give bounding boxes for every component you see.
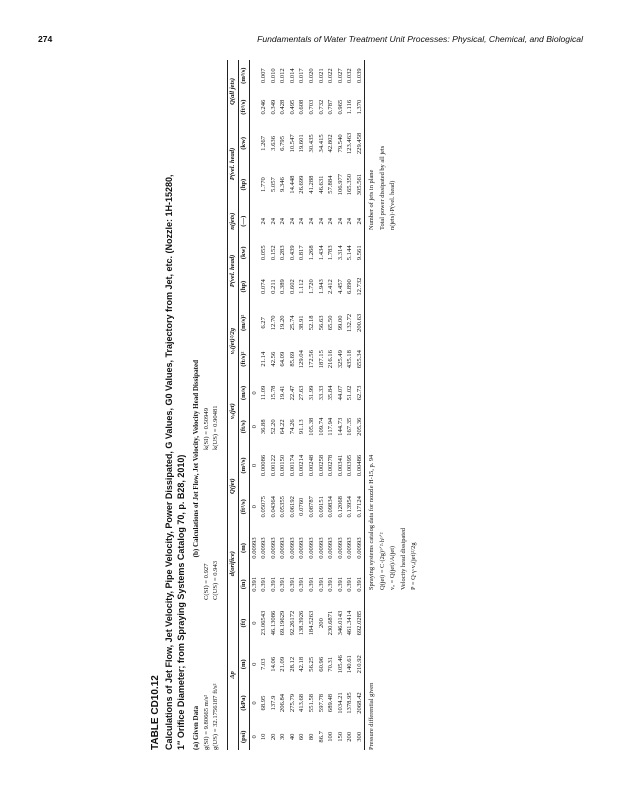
table-cell: 1.434: [317, 245, 325, 261]
table-cell: 24: [355, 205, 365, 237]
table-cell: 0.391: [346, 576, 354, 592]
table-cell: 0.027: [336, 68, 344, 84]
table-row: [345, 60, 355, 750]
table-cell: 105.46: [336, 655, 344, 674]
table-cell: 109.74: [317, 417, 325, 436]
table-cell: 2068.42: [355, 682, 365, 723]
table-cell: 1.267: [260, 135, 268, 151]
table-cell: 0.391: [336, 576, 344, 592]
table-cell: 1378.95: [346, 692, 354, 714]
table-cell: 100: [327, 731, 335, 742]
table-cell: [249, 91, 259, 122]
table-cell: 0.391: [260, 576, 268, 592]
table-cell: 52.20: [269, 419, 277, 435]
table-cell: 0.152: [269, 245, 277, 261]
table-cell: 0.021: [317, 68, 325, 84]
table-cell: 0.05355: [279, 496, 287, 518]
table-cell: 60.96: [317, 656, 325, 672]
given-g-si: g(SI) = 9.80665 m/s²: [203, 694, 211, 750]
given-k-si: k(SI) = 0.50949: [203, 408, 211, 450]
table-cell: 0.039: [355, 60, 365, 91]
table-cell: 51.02: [346, 385, 354, 401]
unit-header-cell: (m): [238, 527, 249, 568]
table-cell: 0.00150: [279, 454, 287, 477]
table-cell: 0.08787: [308, 496, 316, 518]
table-cell: 33.33: [317, 385, 325, 401]
table-cell: 435.18: [346, 350, 354, 369]
table-cell: 200: [346, 731, 354, 742]
table-row: [278, 60, 288, 750]
table-cell: 0.00993: [298, 537, 306, 559]
table-cell: 1.943: [317, 279, 325, 295]
table-cell: 0.00993: [346, 537, 354, 559]
table-cell: 40: [288, 733, 296, 741]
table-cell: 20: [269, 733, 277, 741]
table-cell: [249, 164, 259, 205]
unit-header-cell: (in): [238, 569, 249, 600]
table-cell: 0.032: [346, 68, 354, 84]
table-cell: 1.770: [260, 177, 268, 193]
table-cell: 0.074: [260, 279, 268, 295]
table-cell: 200.63: [355, 305, 365, 341]
table-cell: 1.720: [308, 279, 316, 295]
table-cell: 26.699: [298, 175, 306, 194]
table-cell: 6.795: [279, 135, 287, 151]
table-cell: 0.00993: [355, 527, 365, 568]
table-cell: 38.91: [298, 315, 306, 331]
group-header-orifice: d(orifice): [228, 527, 239, 600]
section-b-heading: (b) Calculations of Jet Flow, Jet Velocity, Velocity Head Dissipated: [192, 360, 201, 558]
group-header-dp: Δp: [228, 600, 239, 750]
table-cell: 0.391: [250, 576, 258, 592]
table-cell: 0.787: [327, 99, 335, 115]
table-cell: 137.9: [269, 695, 277, 711]
table-cell: 42.802: [327, 134, 335, 153]
table-cell: 80: [308, 733, 316, 741]
table-notes: [368, 50, 420, 750]
page-number: 274: [38, 34, 53, 44]
table-cell: 0.00122: [269, 454, 277, 477]
table-cell: 7.03: [260, 658, 268, 671]
table-cell: 0.965: [336, 99, 344, 115]
table-cell: 0: [250, 463, 258, 468]
table-cell: 1034.21: [336, 692, 344, 714]
table-cell: 62.73: [355, 377, 365, 408]
group-header-power: P(vel. head): [228, 237, 239, 305]
table-cell: 0.00341: [336, 454, 344, 477]
running-head: [0, 34, 617, 50]
table-cell: 0.246: [260, 99, 268, 115]
table-cell: 0.391: [355, 569, 365, 600]
unit-header-cell: (ft): [238, 600, 249, 646]
table-cell: 24: [327, 217, 335, 225]
table-cell: 205.36: [355, 409, 365, 445]
table-cell: 0.00993: [279, 537, 287, 559]
unit-header-cell: (m³/s): [238, 445, 249, 486]
table-cell: 46.13086: [269, 610, 277, 636]
table-cell: 0.13954: [346, 496, 354, 518]
table-cell: 0: [250, 662, 258, 666]
table-cell: 184.5263: [308, 610, 316, 636]
table-row: [259, 60, 269, 750]
table-cell: 0.00278: [327, 454, 335, 477]
table-cell: 24: [269, 217, 277, 225]
table-cell: 6.27: [260, 317, 268, 329]
table-caption-line1: Calculations of Jet Flow, Jet Velocity, Pipe Velocity, Power Dissipated, G Values, G0 Values, Trajectory from Jet, etc. (Nozzle: 1H-15280,: [163, 174, 174, 750]
table-cell: 0.391: [317, 576, 325, 592]
table-row: [336, 60, 346, 750]
table-cell: 1.370: [355, 91, 365, 122]
unit-header-cell: (m³/s): [238, 60, 249, 91]
table-cell: 597.78: [317, 693, 325, 713]
table-cell: 1.783: [327, 245, 335, 261]
table-cell: 0.428: [279, 99, 287, 115]
group-header-qjet: Q(jet): [228, 445, 239, 527]
unit-header-row: [238, 60, 249, 750]
table-cell: 12.70: [269, 315, 277, 331]
table-cell: 27.63: [298, 385, 306, 401]
table-cell: 0.602: [288, 279, 296, 295]
table-cell: 0.00993: [308, 537, 316, 559]
note-v-formula: vₒ = Q(jet)/A(jet): [389, 545, 397, 590]
table-cell: 4.457: [336, 279, 344, 295]
note-total-formula: n(jets)·P(vel. head): [389, 180, 397, 230]
table-cell: 3.636: [269, 135, 277, 151]
table-cell: 35.84: [327, 385, 335, 401]
table-cell: 42.56: [269, 351, 277, 367]
table-cell: 5.144: [346, 245, 354, 261]
table-cell: 56.25: [308, 656, 316, 672]
unit-header-cell: (m/s): [238, 377, 249, 408]
unit-header-cell: (hp): [238, 164, 249, 205]
table-cell: 92.26172: [288, 610, 296, 636]
note-total-power: Total power dissipated by all jets: [378, 145, 386, 230]
table-cell: 0: [250, 391, 258, 395]
table-cell: 0.012: [279, 68, 287, 84]
table-cell: 3.314: [336, 245, 344, 261]
table-cell: 0.05075: [260, 496, 268, 518]
table-cell: 0.017: [298, 68, 306, 84]
table-cell: 30.435: [308, 134, 316, 153]
group-header-njets: n(jets): [228, 205, 239, 237]
table-cell: 132.72: [346, 313, 354, 332]
table-cell: 14.448: [288, 175, 296, 194]
table-cell: 9.346: [279, 177, 287, 193]
table-cell: 0.495: [288, 99, 296, 115]
table-cell: [249, 341, 259, 377]
table-cell: 0.00993: [250, 537, 258, 559]
table-cell: 60: [298, 733, 306, 741]
table-cell: 0.06192: [288, 496, 296, 518]
group-header-vjet: vₒ(jet): [228, 377, 239, 445]
table-cell: 123.463: [346, 132, 354, 155]
table-cell: 0.211: [269, 279, 277, 294]
table-cell: 12.732: [355, 268, 365, 304]
table-cell: 216.16: [327, 350, 335, 369]
table-cell: 0.09151: [317, 496, 325, 518]
table-cell: 0.09834: [327, 496, 335, 518]
table-cell: [249, 123, 259, 164]
table-cell: 0.391: [288, 576, 296, 592]
table-cell: 24: [260, 217, 268, 225]
table-cell: 0.055: [260, 245, 268, 261]
table-cell: 0.389: [279, 279, 287, 295]
table-cell: 86.7: [317, 731, 325, 743]
table-number: TABLE CD10.12: [150, 675, 161, 750]
table-cell: 91.13: [298, 419, 306, 435]
table-cell: 10: [260, 733, 268, 741]
table-cell: 10.547: [288, 134, 296, 153]
table-cell: 34.415: [317, 134, 325, 153]
given-g-us: g(US) = 32.1756187 ft/s²: [211, 683, 219, 750]
table-cell: 229.458: [355, 123, 365, 164]
table-cell: 655.34: [355, 341, 365, 377]
table-cell: 230.6871: [327, 610, 335, 636]
table-cell: 187.15: [317, 350, 325, 369]
table-cell: 23.06543: [260, 610, 268, 636]
unit-header-cell: (psi): [238, 724, 249, 750]
table-cell: 19.601: [298, 134, 306, 153]
table-cell: 275.79: [288, 693, 296, 713]
table-cell: [249, 237, 259, 268]
table-cell: 2.412: [327, 279, 335, 295]
table-cell: 210.92: [355, 646, 365, 682]
table-cell: 461.3414: [346, 610, 354, 636]
table-cell: 64.09: [279, 351, 287, 367]
table-cell: 9.561: [355, 237, 365, 268]
table-cell: 117.94: [327, 417, 335, 436]
table-cell: 0.391: [298, 576, 306, 592]
table-cell: 24: [308, 217, 316, 225]
table-row: [355, 60, 365, 750]
table-row: [326, 60, 336, 750]
table-cell: 0.00214: [298, 454, 306, 477]
table-cell: 105.38: [308, 417, 316, 436]
unit-header-cell: (hp): [238, 268, 249, 304]
table-cell: [249, 268, 259, 304]
unit-header-cell: (—): [238, 205, 249, 237]
table-cell: 24: [346, 217, 354, 225]
table-cell: 64.22: [279, 419, 287, 435]
note-velocity-head: Velocity head dissipated: [399, 527, 407, 590]
table-cell: 21.14: [260, 351, 268, 367]
group-header-qall: Q(all jets): [228, 60, 239, 123]
table-cell: 0.817: [298, 245, 306, 261]
book-title: Fundamentals of Water Treatment Unit Processes: Physical, Chemical, and Biological: [257, 34, 583, 44]
table-cell: 106.977: [336, 173, 344, 196]
table-cell: 138.3926: [298, 610, 306, 636]
table-cell: 0.0760: [298, 497, 306, 516]
table-cell: 5.057: [269, 177, 277, 193]
table-cell: [249, 205, 259, 237]
table-cell: 325.49: [336, 350, 344, 369]
table-cell: 22.47: [288, 385, 296, 401]
table-cell: 0.391: [308, 576, 316, 592]
unit-header-cell: (kw): [238, 237, 249, 268]
table-cell: 1.116: [346, 99, 354, 115]
table-cell: 24: [317, 217, 325, 225]
table-cell: 0.020: [308, 68, 316, 84]
table-cell: 52.18: [308, 315, 316, 331]
table-cell: 0.00993: [269, 537, 277, 559]
table-cell: 25.74: [288, 315, 296, 331]
table-cell: 0.022: [327, 68, 335, 84]
table-cell: 0.00486: [355, 445, 365, 486]
table-cell: 0.00993: [317, 537, 325, 559]
note-q-formula: Q(jet) = C·(2g)¹ᐟ²·h¹ᐟ²: [378, 532, 386, 590]
section-headings: [192, 50, 200, 750]
table-cell: 30: [279, 733, 287, 741]
table-cell: 99.00: [336, 315, 344, 331]
table-cell: 144.73: [336, 417, 344, 436]
table-cell: 692.0285: [355, 600, 365, 646]
table-cell: 0.17124: [355, 486, 365, 527]
table-cell: 0.439: [288, 245, 296, 261]
table-cell: 0.732: [317, 99, 325, 115]
table-row: [288, 60, 298, 750]
table-cell: 36.88: [260, 419, 268, 435]
table-cell: 150: [336, 731, 344, 742]
table-cell: 6.890: [346, 279, 354, 295]
table-cell: 1.268: [308, 245, 316, 261]
table-cell: 0.391: [269, 576, 277, 592]
table-cell: 172.56: [308, 350, 316, 369]
section-a-heading: (a) Given Data: [192, 706, 201, 750]
given-k-us: k(US) = 0.90481: [211, 405, 219, 450]
table-cell: 0.349: [269, 99, 277, 115]
table-cell: 0.00086: [260, 454, 268, 477]
table-cell: 0.04364: [269, 496, 277, 518]
table-cell: 0: [250, 425, 258, 429]
table-cell: 0.00395: [346, 454, 354, 477]
given-c-us: C(US) = 0.943: [211, 560, 219, 600]
table-cell: 31.99: [308, 385, 316, 401]
table-cell: 11.09: [260, 385, 268, 401]
table-cell: 0: [250, 701, 258, 705]
table-caption-line2: 1″ Orifice Diameter; from Spraying Systems Catalog 70, p. B28, 2010): [175, 454, 186, 750]
table-cell: 19.41: [279, 385, 287, 401]
table-cell: 42.18: [298, 656, 306, 672]
table-row: [297, 60, 307, 750]
table-cell: 0.00993: [288, 537, 296, 559]
table-cell: 19.20: [279, 315, 287, 331]
table-cell: 15.78: [269, 385, 277, 401]
table-cell: 0.391: [327, 576, 335, 592]
table-cell: 57.884: [327, 175, 335, 194]
table-cell: 24: [288, 217, 296, 225]
table-cell: 140.61: [346, 655, 354, 674]
table-cell: 65.50: [327, 315, 335, 331]
table-cell: 0.00248: [308, 454, 316, 477]
table-cell: 24: [279, 217, 287, 225]
unit-header-cell: (ft³/s): [238, 91, 249, 122]
table-cell: 0.703: [308, 99, 316, 115]
table-cell: 28.12: [288, 656, 296, 672]
table-cell: [249, 305, 259, 341]
data-table: [227, 60, 365, 750]
table-cell: 0.12068: [336, 496, 344, 518]
unit-header-cell: (m): [238, 646, 249, 682]
group-header-vhead: vₒ(jet)²/2g: [228, 305, 239, 378]
table-cell: 41.288: [308, 175, 316, 194]
table-row: [249, 60, 259, 750]
table-cell: 206.84: [279, 693, 287, 713]
table-row: [317, 60, 327, 750]
table-cell: 413.68: [298, 693, 306, 713]
table-cell: 0.007: [260, 68, 268, 84]
table-cell: 0.00993: [327, 537, 335, 559]
table-cell: 300: [355, 724, 365, 750]
table-cell: 167.35: [346, 417, 354, 436]
table-cell: 85.69: [288, 351, 296, 367]
table-cell: 0.010: [269, 68, 277, 84]
table-cell: 0.00258: [317, 454, 325, 477]
table-cell: 74.26: [288, 419, 296, 435]
unit-header-cell: (kPa): [238, 682, 249, 723]
table-cell: 0.00993: [260, 537, 268, 559]
table-cell: [249, 60, 259, 91]
unit-header-cell: (m/s)²: [238, 305, 249, 341]
note-catalog: Spraying systems catalog data for nozzle H-15, p. 94: [368, 454, 376, 590]
table-cell: 0: [250, 505, 258, 509]
table-cell: 24: [298, 217, 306, 225]
table-cell: 129.04: [298, 350, 306, 369]
unit-header-cell: (ft³/s): [238, 486, 249, 527]
table-cell: 200: [317, 618, 325, 628]
table-cell: 24: [336, 217, 344, 225]
table-cell: 0.00993: [336, 537, 344, 559]
unit-header-cell: (ft/s): [238, 409, 249, 445]
table-cell: 689.48: [327, 693, 335, 713]
note-pressure: Pressure differential given: [368, 682, 376, 750]
rotated-table-block: [150, 50, 610, 750]
table-cell: 21.09: [279, 656, 287, 672]
table-cell: 46.631: [317, 175, 325, 194]
table-cell: 165.350: [346, 173, 354, 196]
table-cell: 69.19629: [279, 610, 287, 636]
table-cell: 0: [250, 735, 258, 739]
table-cell: 14.06: [269, 656, 277, 672]
table-cell: 346.0143: [336, 610, 344, 636]
table-cell: 0.608: [298, 99, 306, 115]
table-cell: 0.283: [279, 245, 287, 261]
table-cell: 0.391: [279, 576, 287, 592]
table-row: [269, 60, 279, 750]
table-cell: 1.112: [298, 279, 306, 294]
table-cell: 0.014: [288, 68, 296, 84]
table-row: [307, 60, 317, 750]
table-body: [249, 60, 365, 750]
table-cell: 70.31: [327, 656, 335, 672]
table-cell: 79.540: [336, 134, 344, 153]
table-cell: 0.00174: [288, 454, 296, 477]
note-njets: Number of jets in plane: [368, 169, 376, 230]
table-cell: 0: [250, 621, 258, 625]
note-p-formula: P = Q·γ·vₒ(jet)²/2g: [409, 542, 417, 590]
unit-header-cell: (ft/s)²: [238, 341, 249, 377]
table-cell: 44.07: [336, 385, 344, 401]
group-header-row: [228, 60, 239, 750]
group-header-power-total: P(vel. head): [228, 123, 239, 205]
given-data: [203, 50, 219, 750]
table-cell: 305.561: [355, 164, 365, 205]
table-cell: 68.95: [260, 695, 268, 711]
table-cell: 56.63: [317, 315, 325, 331]
unit-header-cell: (kw): [238, 123, 249, 164]
given-c-si: C(SI) = 0.927: [203, 563, 211, 600]
table-cell: 551.58: [308, 693, 316, 713]
